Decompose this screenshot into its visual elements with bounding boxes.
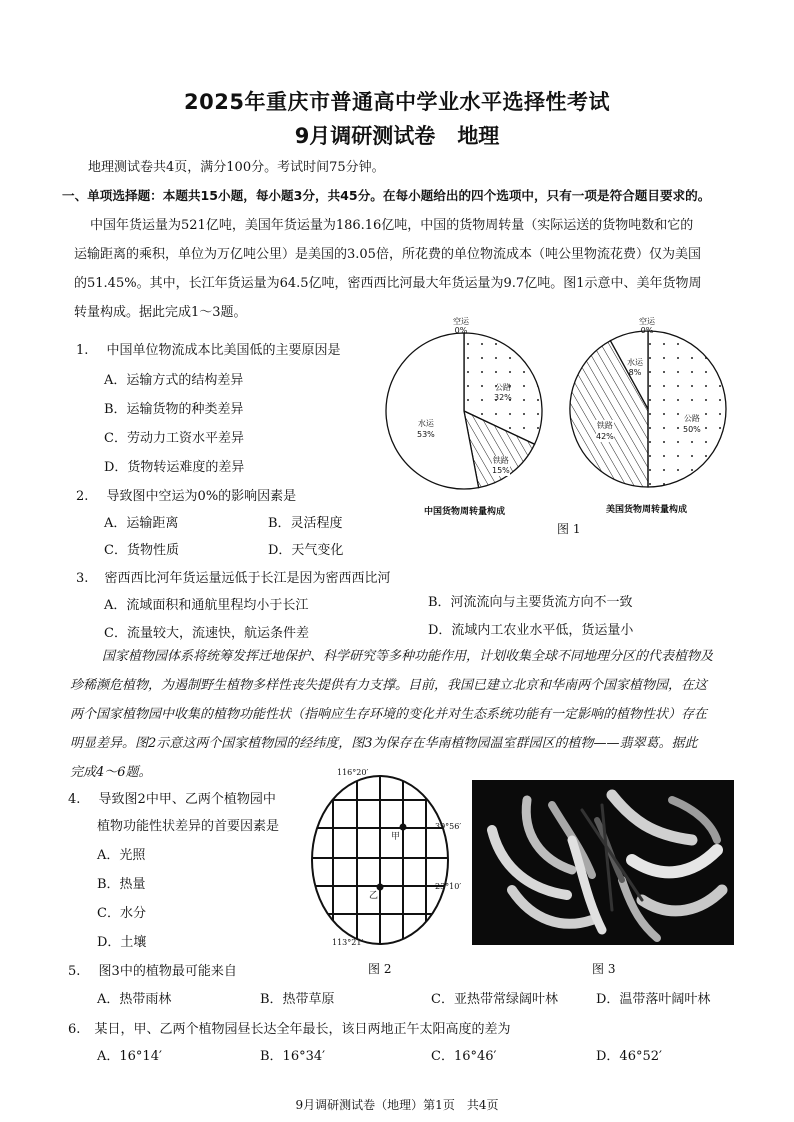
figure-3-caption: 图 3 xyxy=(592,962,616,976)
option-2b[interactable]: B．灵活程度 xyxy=(268,516,343,531)
usa-air-label xyxy=(639,317,655,335)
passage-2-line: 明显差异。图2示意这两个国家植物园的经纬度，图3为保存在华南植物园温室群园区的植物——翡翠葛。据此 xyxy=(70,736,698,751)
question-stem: 导致图中空运为0%的影响因素是 xyxy=(106,489,297,504)
bottom-longitude-label: 113°21′ xyxy=(332,938,364,947)
china-rail-label xyxy=(492,456,510,476)
usa-pie xyxy=(570,331,726,487)
option-5a[interactable]: A．热带雨林 xyxy=(97,992,172,1007)
slice-value: 42% xyxy=(596,432,614,441)
slice-value: 8% xyxy=(628,368,642,377)
jade-vine-image xyxy=(472,780,734,945)
passage-1-line: 运输距离的乘积，单位为万亿吨公里）是美国的3.05倍，所花费的单位物流成本（吨公里物流花费）仅为美国 xyxy=(74,247,701,262)
question-number: 3. xyxy=(76,571,89,586)
option-6c[interactable]: C．16°46′ xyxy=(431,1049,497,1064)
china-water-label xyxy=(417,418,435,440)
usa-slice-公路 xyxy=(648,331,726,487)
question-stem: 中国单位物流成本比美国低的主要原因是 xyxy=(106,343,341,358)
option-2c[interactable]: C．货物性质 xyxy=(104,543,179,558)
passage-1-line: 的51.45%。其中，长江年货运量为64.5亿吨，密西西比河最大年货运量为9.7亿吨。图1示意中、美年货物周 xyxy=(74,276,702,291)
figure-1-caption: 图 1 xyxy=(557,522,581,536)
passage-2-line: 珍稀濒危植物，为遏制野生植物多样性丧失提供有力支撑。目前，我国已建立北京和华南两个国家植物园，在这 xyxy=(70,678,708,693)
slice-name: 铁路 xyxy=(596,421,613,430)
option-5d[interactable]: D．温带落叶阔叶林 xyxy=(596,992,711,1007)
option-5c[interactable]: C．亚热带常绿阔叶林 xyxy=(431,992,558,1007)
jia-latitude-label: 39°56′ xyxy=(435,822,462,831)
point-jia xyxy=(400,824,407,831)
question-stem: 某日，甲、乙两个植物园昼长达全年最长，该日两地正午太阳高度的差为 xyxy=(94,1022,511,1037)
yi-point-label: 乙 xyxy=(369,891,379,901)
question-number: 5. xyxy=(68,964,81,979)
question-3 xyxy=(76,567,391,586)
option-2d[interactable]: D．天气变化 xyxy=(268,543,344,558)
question-4-stem-line-2: 植物功能性状差异的首要因素是 xyxy=(97,819,280,834)
yi-latitude-label: 23°10′ xyxy=(435,882,462,891)
passage-1-line: 中国年货运量为521亿吨，美国年货运量为186.16亿吨，中国的货物周转量（实际运送的货物吨数和它的 xyxy=(90,218,694,233)
option-3b[interactable]: B．河流流向与主要货流方向不一致 xyxy=(428,595,633,610)
exam-subtitle xyxy=(0,120,794,150)
question-6 xyxy=(68,1018,511,1037)
question-number: 4. xyxy=(68,792,81,807)
slice-name: 水运 xyxy=(417,419,434,428)
option-1b[interactable]: B．运输货物的种类差异 xyxy=(104,402,244,417)
option-1c[interactable]: C．劳动力工资水平差异 xyxy=(104,431,244,446)
passage-2 xyxy=(70,642,790,787)
option-6d[interactable]: D．46°52′ xyxy=(596,1049,662,1064)
question-4 xyxy=(68,788,276,807)
passage-1 xyxy=(74,211,774,327)
graticule-grid xyxy=(300,770,470,960)
slice-name: 空运 xyxy=(453,317,469,326)
slice-value: 32% xyxy=(494,393,512,402)
top-longitude-label: 116°20′ xyxy=(337,768,369,777)
option-1d[interactable]: D．货物转运难度的差异 xyxy=(104,460,245,475)
china-road-label xyxy=(494,383,512,403)
question-number: 2. xyxy=(76,489,89,504)
slice-name: 公路 xyxy=(683,414,700,423)
slice-value: 53% xyxy=(417,430,435,439)
option-6b[interactable]: B．16°34′ xyxy=(260,1049,326,1064)
passage-2-line: 两个国家植物园中收集的植物功能性状（指响应生存环境的变化并对生态系统功能有一定影响的植物性状）存在 xyxy=(70,707,708,722)
question-5 xyxy=(68,960,237,979)
slice-value: 0% xyxy=(454,326,468,335)
passage-2-line: 完成4～6题。 xyxy=(70,765,152,780)
usa-rail-label xyxy=(596,420,614,442)
china-pie xyxy=(386,333,542,489)
usa-pie-title: 美国货物周转量构成 xyxy=(606,505,688,515)
question-number: 6. xyxy=(68,1022,81,1037)
option-3c[interactable]: C．流量较大，流速快，航运条件差 xyxy=(104,626,309,641)
option-4c[interactable]: C．水分 xyxy=(97,906,146,921)
figure-2-caption: 图 2 xyxy=(368,962,392,976)
china-pie-title: 中国货物周转量构成 xyxy=(424,507,506,517)
china-air-label xyxy=(453,317,469,335)
slice-name: 水运 xyxy=(627,358,643,367)
exam-title: 2025年重庆市普通高中学业水平选择性考试 xyxy=(184,90,610,114)
question-stem: 图3中的植物最可能来自 xyxy=(98,964,237,979)
page-footer: 9月调研测试卷（地理）第1页 共4页 xyxy=(295,1098,499,1112)
exam-subtitle-text: 9月调研测试卷 xyxy=(294,124,436,148)
exam-intro: 地理测试卷共4页，满分100分。考试时间75分钟。 xyxy=(88,160,385,175)
section-heading: 一、单项选择题：本题共15小题，每小题3分，共45分。在每小题给出的四个选项中，只有一项是符合题目要求的。 xyxy=(62,188,711,203)
question-number: 1. xyxy=(76,343,89,358)
option-5b[interactable]: B．热带草原 xyxy=(260,992,335,1007)
option-3a[interactable]: A．流域面积和通航里程均小于长江 xyxy=(104,598,309,613)
figure-2-graticule xyxy=(300,770,470,960)
option-3d[interactable]: D．流域内工农业水平低，货运量小 xyxy=(428,623,634,638)
slice-value: 50% xyxy=(683,425,701,434)
slice-value: 15% xyxy=(492,466,510,475)
passage-2-line: 国家植物园体系将统筹发挥迁地保护、科学研究等多种功能作用，计划收集全球不同地理分区的代表植物及 xyxy=(102,649,714,664)
figure-3-plant-photo xyxy=(472,780,734,945)
slice-value: 0% xyxy=(640,326,654,335)
question-2 xyxy=(76,485,296,504)
usa-water-label xyxy=(627,358,643,378)
option-4a[interactable]: A．光照 xyxy=(97,848,146,863)
passage-1-line: 转量构成。据此完成1～3题。 xyxy=(74,305,247,320)
question-stem: 密西西比河年货运量远低于长江是因为密西西比河 xyxy=(104,571,391,586)
slice-name: 铁路 xyxy=(492,456,509,465)
option-6a[interactable]: A．16°14′ xyxy=(97,1049,162,1064)
jia-point-label: 甲 xyxy=(391,832,401,842)
option-4d[interactable]: D．土壤 xyxy=(97,935,147,950)
question-stem: 导致图2中甲、乙两个植物园中 xyxy=(98,792,276,807)
subject-name: 地理 xyxy=(457,124,500,148)
slice-name: 公路 xyxy=(494,383,511,392)
usa-road-label xyxy=(683,413,701,435)
option-1a[interactable]: A．运输方式的结构差异 xyxy=(104,373,244,388)
slice-name: 空运 xyxy=(639,317,655,326)
question-1 xyxy=(76,339,341,358)
option-2a[interactable]: A．运输距离 xyxy=(104,516,179,531)
option-4b[interactable]: B．热量 xyxy=(97,877,146,892)
